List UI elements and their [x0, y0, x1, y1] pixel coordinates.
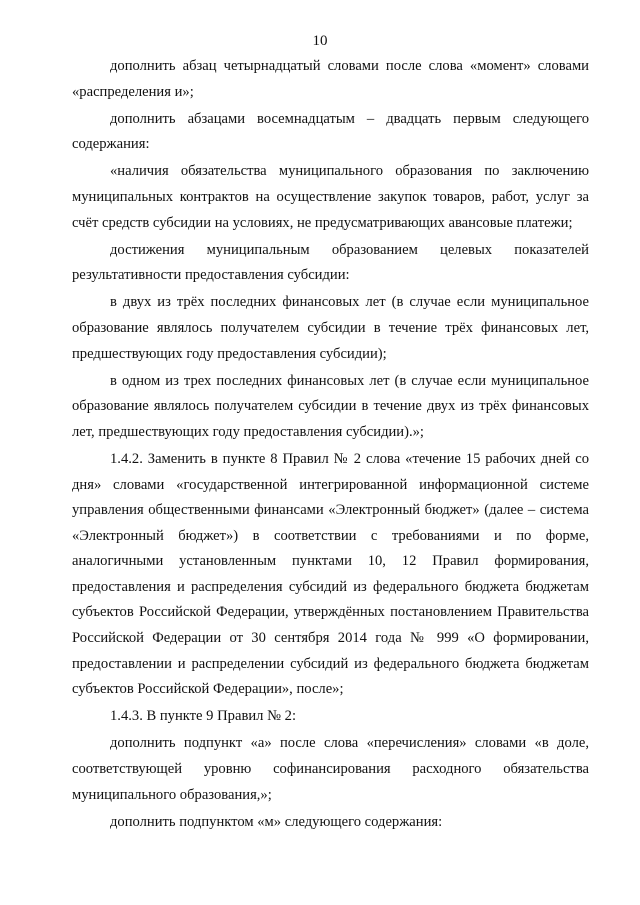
paragraph-7: 1.4.2. Заменить в пункте 8 Правил № 2 слова «течение 15 рабочих дней со дня» словами «государственной интегрированной информационной системе управления общественными финансами «Электронный бюджет» (далее – система «Электронный бюджет») в соответствии с требованиями и по форме, аналогичными установленным пунктами 10, 12 Правил формирования, предоставления и распределения субсидий из федерального бюджета бюджетам субъектов Российской Федерации, утверждённых постановлением Правительства Российской Федерации от 30 сентября 2014 года № 999 «О формировании, предоставлении и распределении субсидий из федерального бюджета бюджетам субъектов Российской Федерации», после»;: [72, 450, 589, 698]
paragraph-10: дополнить подпунктом «м» следующего содержания:: [110, 813, 443, 830]
paragraph-9: дополнить подпункт «а» после слова «перечисления» словами «в доле, соответствующей уровню софинансирования расходного обязательства муниципального образования,»;: [72, 735, 589, 803]
document-body: [72, 54, 589, 835]
paragraph-5: в двух из трёх последних финансовых лет (в случае если муниципальное образование являлось получателем субсидии в течение трёх финансовых лет, предшествующих году предоставления субсидии);: [72, 294, 589, 362]
paragraph-1: дополнить абзац четырнадцатый словами после слова «момент» словами «распределения и»;: [72, 58, 589, 100]
paragraph-6: в одном из трех последних финансовых лет (в случае если муниципальное образование являлось получателем субсидии в течение двух из трёх финансовых лет, предшествующих году предоставления субсидии).»;: [72, 372, 589, 440]
paragraph-4: достижения муниципальным образованием целевых показателей результативности предоставления субсидии:: [72, 241, 589, 284]
paragraph-2: дополнить абзацами восемнадцатым – двадцать первым следующего содержания:: [72, 110, 589, 153]
page-number: 10: [312, 33, 328, 49]
paragraph-8: 1.4.3. В пункте 9 Правил № 2:: [110, 708, 296, 725]
paragraph-3: «наличия обязательства муниципального образования по заключению муниципальных контрактов на осуществление закупок товаров, работ, услуг за счёт средств субсидии на условиях, не предусматривающих авансовые платежи;: [72, 163, 589, 231]
